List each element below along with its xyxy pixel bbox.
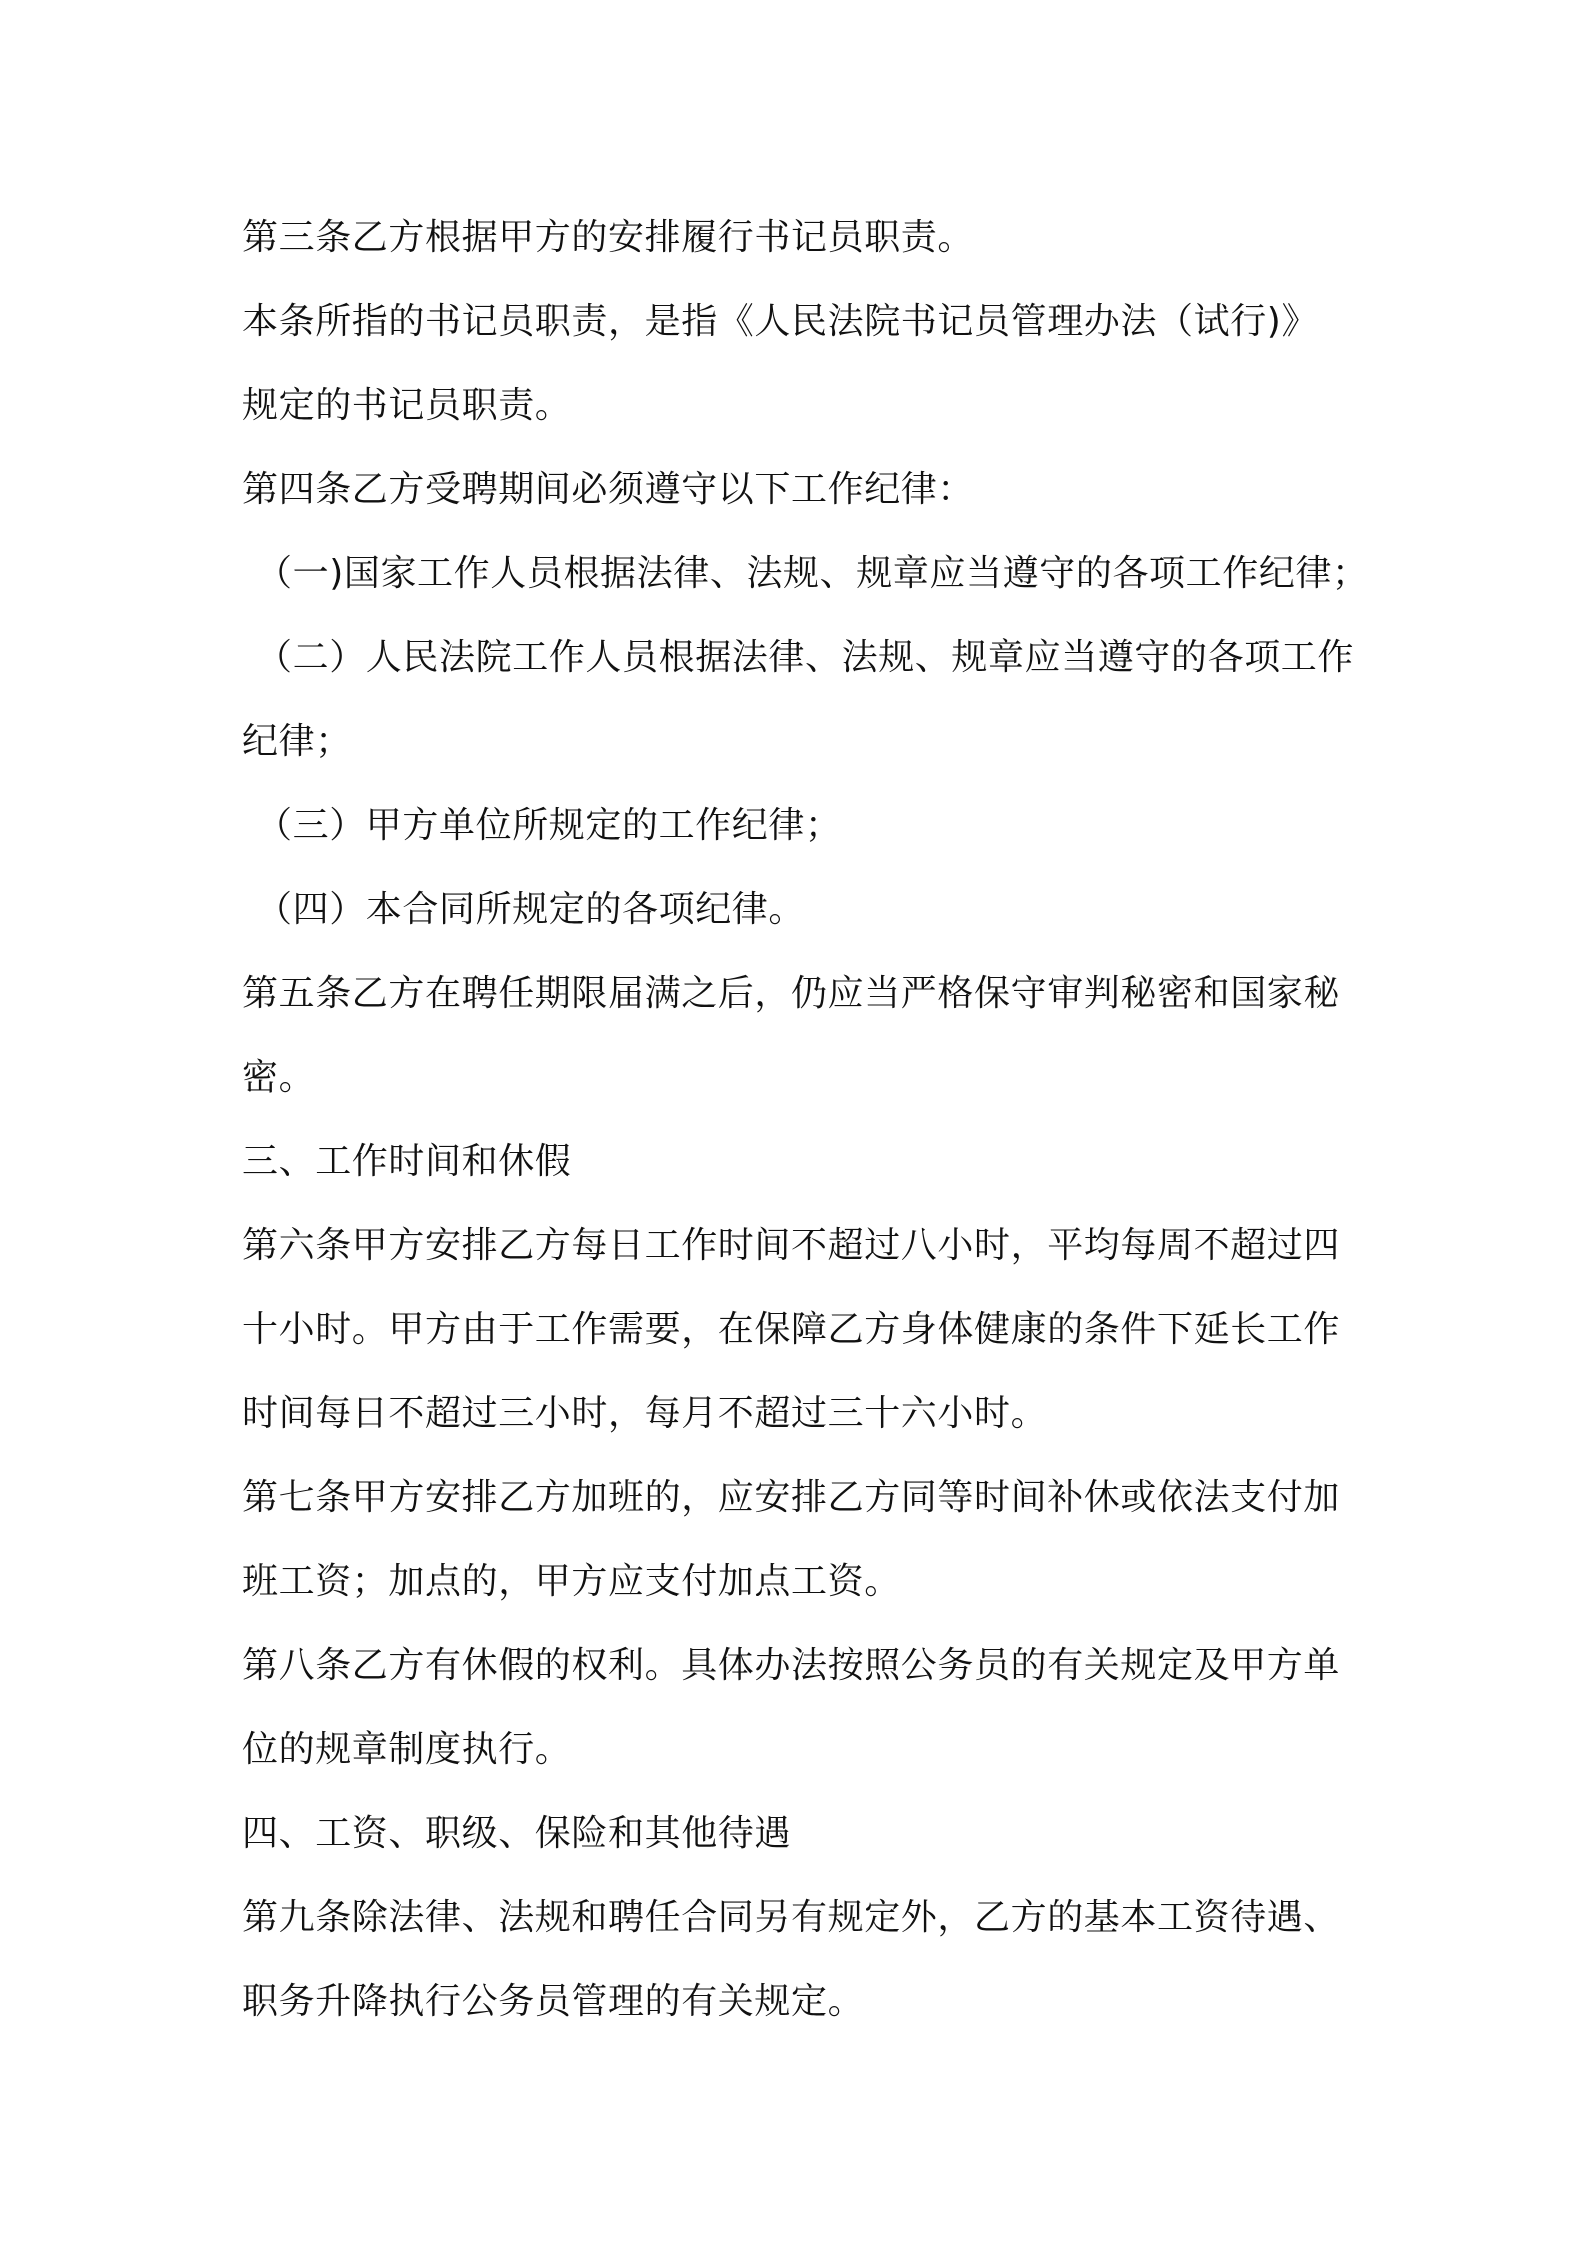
article-6-text-cont-1: 十小时。甲方由于工作需要，在保障乙方身体健康的条件下延长工作: [242, 1309, 1341, 1350]
article-4-text: 第四条乙方受聘期间必须遵守以下工作纪律：: [242, 469, 975, 510]
article-8-text: 第八条乙方有休假的权利。具体办法按照公务员的有关规定及甲方单: [242, 1645, 1341, 1686]
article-4-item-3: （三）甲方单位所规定的工作纪律；: [256, 805, 842, 846]
article-5-text: 第五条乙方在聘任期限届满之后，仍应当严格保守审判秘密和国家秘: [242, 973, 1341, 1014]
article-6-text: 第六条甲方安排乙方每日工作时间不超过八小时，平均每周不超过四: [242, 1225, 1341, 1266]
article-4-item-4: （四）本合同所规定的各项纪律。: [256, 889, 806, 930]
article-6-text-cont-2: 时间每日不超过三小时，每月不超过三十六小时。: [242, 1393, 1048, 1434]
article-7-text-cont: 班工资；加点的，甲方应支付加点工资。: [242, 1561, 901, 1602]
article-3-clarification-cont: 规定的书记员职责。: [242, 385, 572, 426]
document-body: [242, 196, 1369, 2044]
article-9-text-cont: 职务升降执行公务员管理的有关规定。: [242, 1981, 865, 2022]
article-8-text-cont: 位的规章制度执行。: [242, 1729, 572, 1770]
article-5-text-cont: 密。: [242, 1057, 316, 1098]
section-4-heading: 四、工资、职级、保险和其他待遇: [242, 1813, 792, 1854]
article-7-text: 第七条甲方安排乙方加班的，应安排乙方同等时间补休或依法支付加: [242, 1477, 1341, 1518]
article-9-text: 第九条除法律、法规和聘任合同另有规定外，乙方的基本工资待遇、: [242, 1897, 1341, 1938]
article-3-text: 第三条乙方根据甲方的安排履行书记员职责。: [242, 217, 975, 258]
article-4-item-2: （二）人民法院工作人员根据法律、法规、规章应当遵守的各项工作: [256, 637, 1355, 678]
section-3-heading: 三、工作时间和休假: [242, 1141, 572, 1182]
article-4-item-1: （一)国家工作人员根据法律、法规、规章应当遵守的各项工作纪律；: [256, 553, 1369, 594]
article-3-clarification: 本条所指的书记员职责，是指《人民法院书记员管理办法（试行)》: [242, 301, 1319, 342]
article-4-item-2-cont: 纪律；: [242, 721, 352, 762]
